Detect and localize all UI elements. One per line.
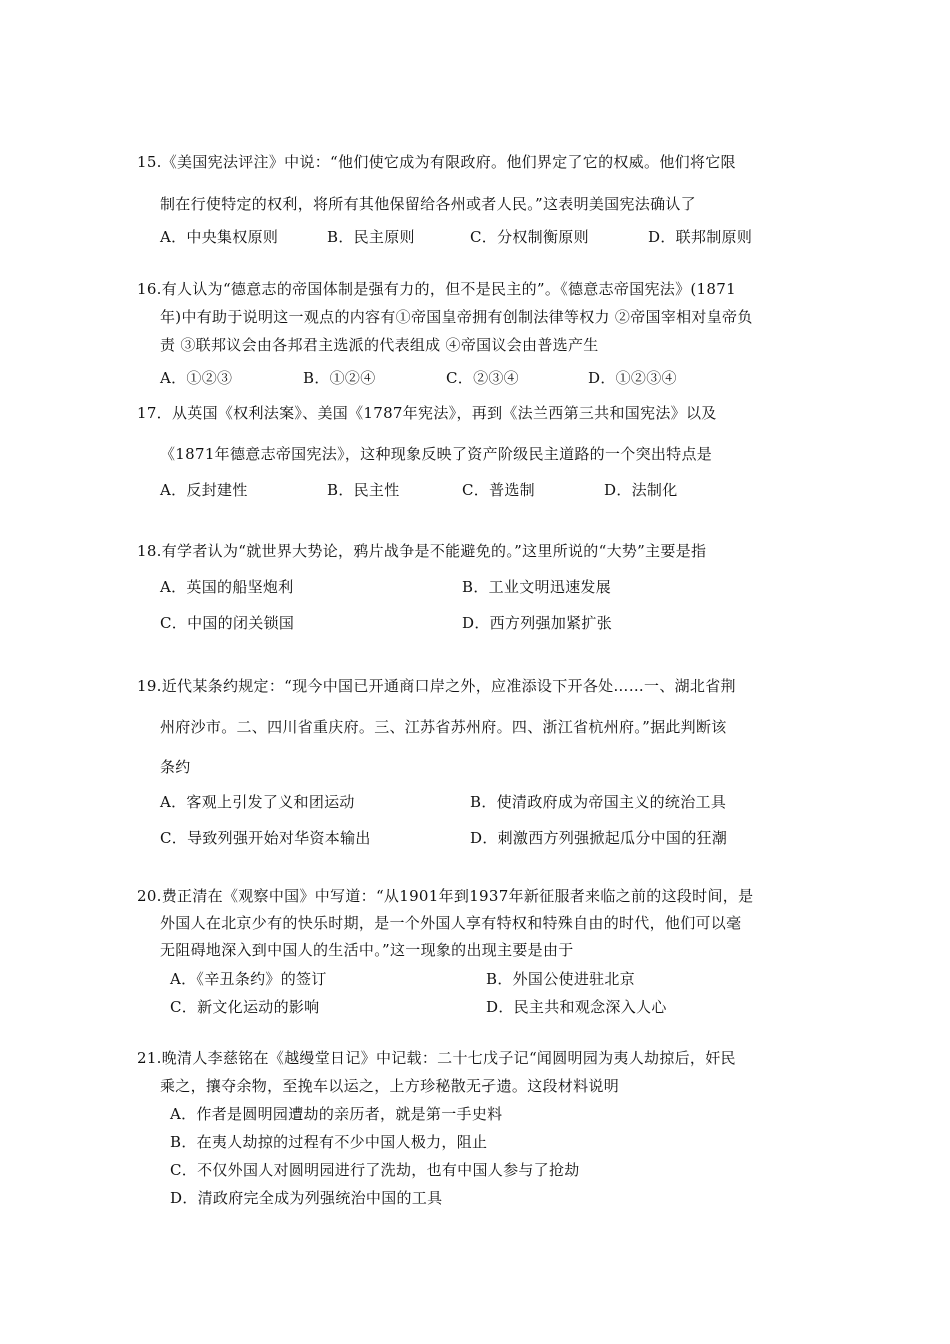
option-a: A．中央集权原则 bbox=[160, 228, 279, 246]
option-d: D．西方列强加紧扩张 bbox=[462, 614, 613, 632]
question-text-line: 条约 bbox=[160, 758, 191, 776]
question-text-line: 州府沙市。二、四川省重庆府。三、江苏省苏州府。四、浙江省杭州府。”据此判断该 bbox=[160, 718, 727, 736]
option-b: B．①②④ bbox=[303, 369, 376, 387]
question-text-line: 无阻碍地深入到中国人的生活中。”这一现象的出现主要是由于 bbox=[160, 941, 574, 959]
option-b: B．民主原则 bbox=[327, 228, 415, 246]
question-text-line: 18.有学者认为“就世界大势论，鸦片战争是不能避免的。”这里所说的“大势”主要是指 bbox=[137, 542, 707, 560]
option-b: B．民主性 bbox=[327, 481, 400, 499]
option-b: B．在夷人劫掠的过程有不少中国人极力，阻止 bbox=[170, 1133, 488, 1151]
question-text-line: 15.《美国宪法评注》中说：“他们使它成为有限政府。他们界定了它的权威。他们将它限 bbox=[137, 153, 736, 171]
question-text-line: 20.费正清在《观察中国》中写道：“从1901年到1937年新征服者来临之前的这段时间，是 bbox=[137, 887, 754, 905]
option-d: D．清政府完全成为列强统治中国的工具 bbox=[170, 1189, 443, 1207]
question-text-line: 制在行使特定的权利，将所有其他保留给各州或者人民。”这表明美国宪法确认了 bbox=[160, 195, 696, 213]
option-b: B．使清政府成为帝国主义的统治工具 bbox=[470, 793, 727, 811]
option-c: C．②③④ bbox=[446, 369, 519, 387]
option-c: C．导致列强开始对华资本输出 bbox=[160, 829, 371, 847]
option-b: B．外国公使进驻北京 bbox=[486, 970, 636, 988]
option-c: C．不仅外国人对圆明园进行了洗劫，也有中国人参与了抢劫 bbox=[170, 1161, 580, 1179]
question-text-line: 《1871年德意志帝国宪法》，这种现象反映了资产阶级民主道路的一个突出特点是 bbox=[160, 445, 713, 463]
question-text-line: 年)中有助于说明这一观点的内容有①帝国皇帝拥有创制法律等权力 ②帝国宰相对皇帝负 bbox=[160, 308, 753, 326]
option-a: A．英国的船坚炮利 bbox=[160, 578, 294, 596]
option-d: D．法制化 bbox=[604, 481, 678, 499]
option-c: C．分权制衡原则 bbox=[470, 228, 589, 246]
question-text-line: 19.近代某条约规定：“现今中国已开通商口岸之外，应准添设下开各处……一、湖北省荆 bbox=[137, 677, 736, 695]
option-a: A．①②③ bbox=[160, 369, 233, 387]
question-text-line: 17．从英国《权利法案》、美国《1787年宪法》，再到《法兰西第三共和国宪法》以及 bbox=[137, 404, 717, 422]
question-text-line: 外国人在北京少有的快乐时期，是一个外国人享有特权和特殊自由的时代，他们可以毫 bbox=[160, 914, 742, 932]
question-text-line: 乘之，攘夺余物，至挽车以运之，上方珍秘散无孑遗。这段材料说明 bbox=[160, 1077, 620, 1095]
option-d: D．民主共和观念深入人心 bbox=[486, 998, 667, 1016]
question-text-line: 21.晚清人李慈铭在《越缦堂日记》中记载：二十七戊子记“闻圆明园为夷人劫掠后，奸民 bbox=[137, 1049, 736, 1067]
option-d: D．①②③④ bbox=[588, 369, 677, 387]
option-d: D．联邦制原则 bbox=[648, 228, 753, 246]
option-c: C．中国的闭关锁国 bbox=[160, 614, 295, 632]
option-a: A．反封建性 bbox=[160, 481, 248, 499]
option-c: C．新文化运动的影响 bbox=[170, 998, 320, 1016]
option-a: A．作者是圆明园遭劫的亲历者，就是第一手史料 bbox=[170, 1105, 503, 1123]
option-c: C．普选制 bbox=[462, 481, 535, 499]
question-text-line: 16.有人认为“德意志的帝国体制是强有力的，但不是民主的”。《德意志帝国宪法》(1871 bbox=[137, 280, 736, 298]
option-d: D．刺激西方列强掀起瓜分中国的狂潮 bbox=[470, 829, 728, 847]
option-a: A．《辛丑条约》的签订 bbox=[170, 970, 327, 988]
option-b: B．工业文明迅速发展 bbox=[462, 578, 612, 596]
question-text-line: 责 ③联邦议会由各邦君主选派的代表组成 ④帝国议会由普选产生 bbox=[160, 336, 599, 354]
option-a: A．客观上引发了义和团运动 bbox=[160, 793, 355, 811]
